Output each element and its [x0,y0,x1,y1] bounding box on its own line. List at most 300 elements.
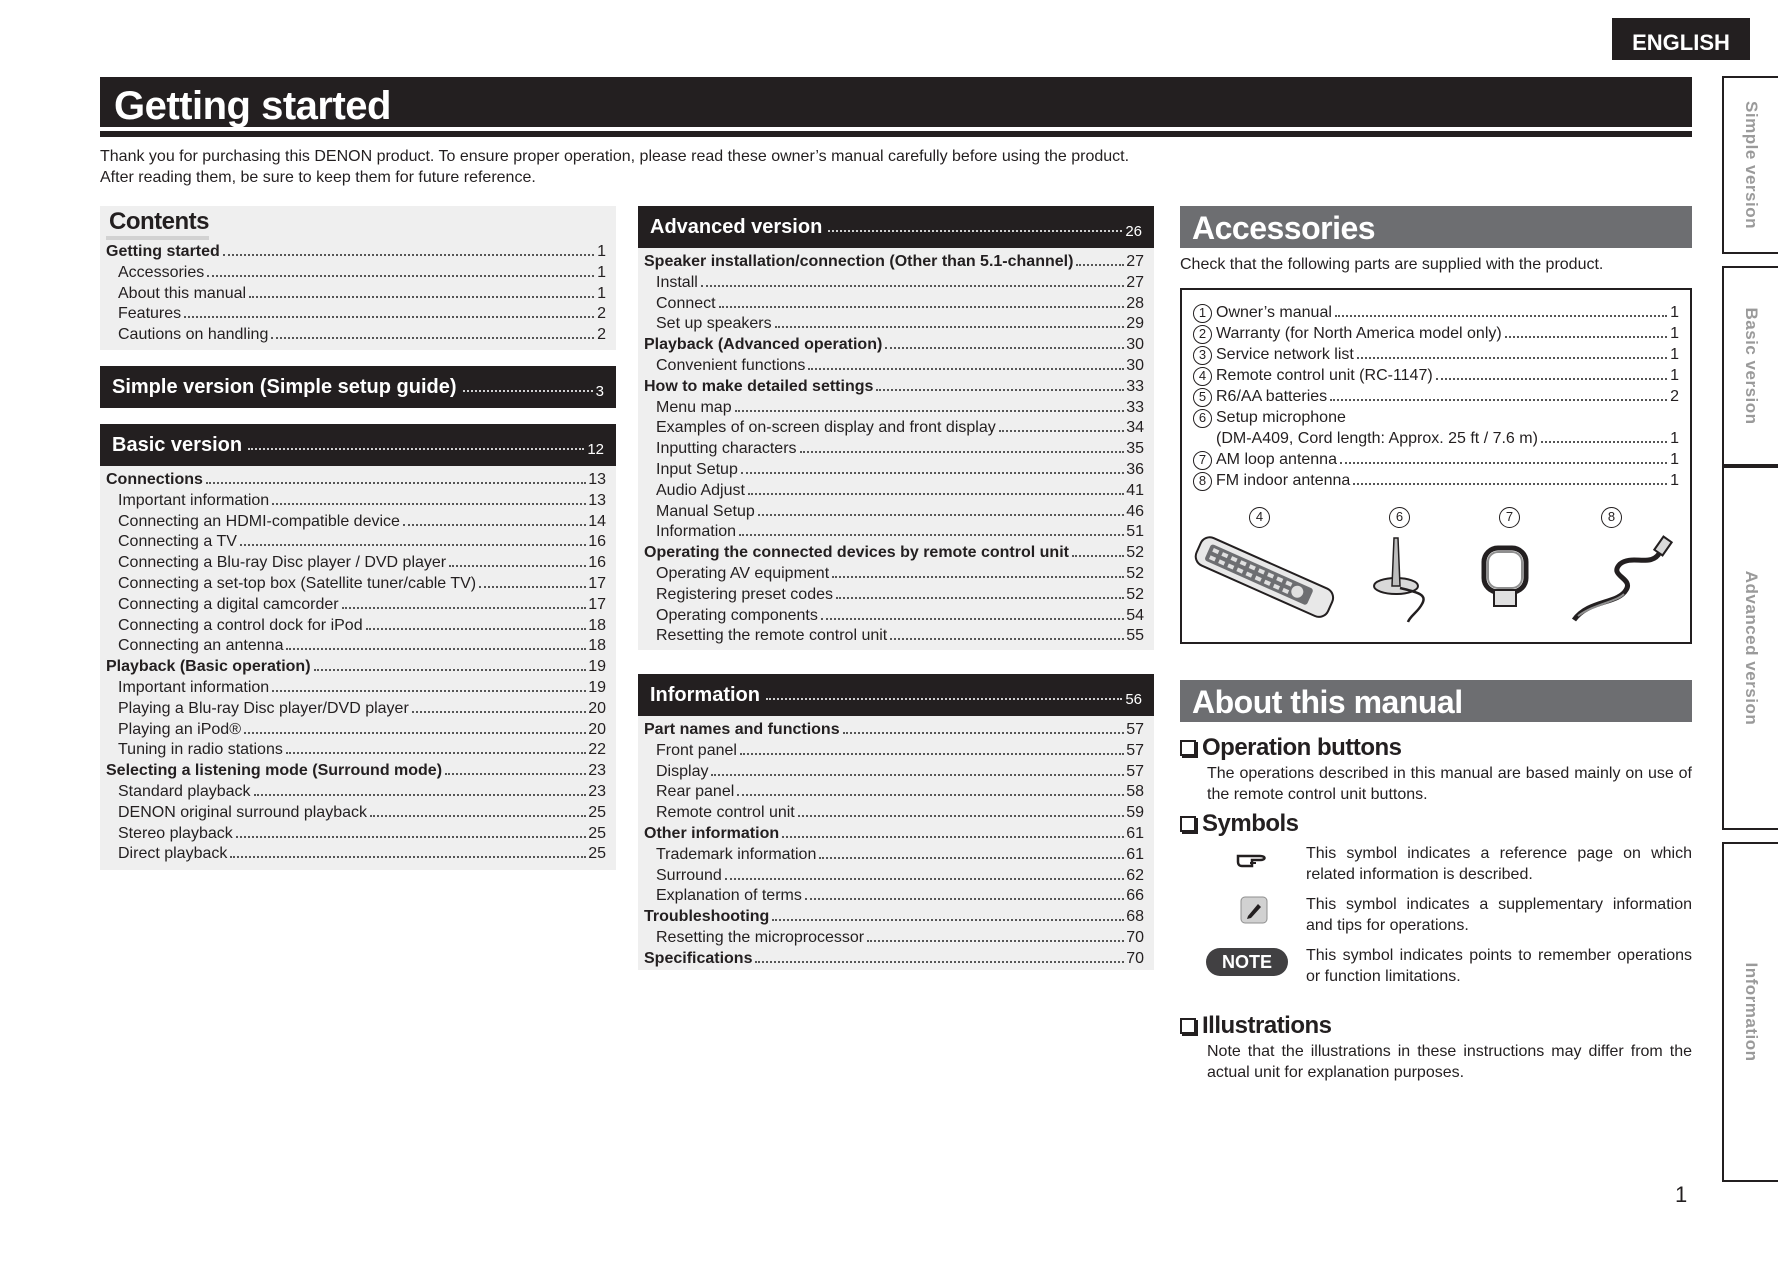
toc-entry-page: 36 [1126,460,1144,478]
side-tab-label: Information [1742,962,1761,1062]
toc-entry-page: 51 [1126,523,1144,541]
toc-entry-page: 62 [1126,866,1144,884]
illustrations-text: Note that the illustrations in these instructions may differ from the actual unit for explanation purposes. [1207,1043,1692,1081]
toc-entry-page: 52 [1126,544,1144,562]
accessory-item-continued [1193,428,1679,449]
toc-entry-page: 1 [597,284,606,302]
accessory-number: 7 [1193,451,1212,470]
illustrations-heading [1180,1012,1332,1040]
leader-dots [775,326,1125,328]
toc-entry-label: Cautions on handling [118,326,269,344]
accessory-item [1193,407,1679,428]
toc-entry-label: Operating components [656,606,818,624]
toc-entry[interactable] [644,564,1144,585]
intro-text [100,146,1692,188]
leader-dots [206,482,586,484]
accessory-label: R6/AA batteries [1216,388,1328,405]
pointing-hand-icon [1236,846,1272,870]
toc-entry[interactable] [644,585,1144,606]
leader-dots [741,472,1124,474]
accessory-quantity: 1 [1670,472,1679,489]
toc-entry-page: 25 [588,845,606,863]
advanced-version-link[interactable] [638,206,1154,248]
toc-entry-page: 19 [588,678,606,696]
toc-entry[interactable] [644,314,1144,335]
toc-entry[interactable] [644,398,1144,419]
contents-list [106,242,606,346]
contents-panel [100,206,616,350]
toc-entry[interactable] [644,543,1144,564]
toc-entry[interactable] [644,626,1144,647]
toc-entry[interactable] [644,606,1144,627]
toc-entry-page: 46 [1126,502,1144,520]
leader-dots [719,306,1125,308]
leader-dots [1436,378,1667,380]
toc-entry[interactable] [644,762,1144,783]
toc-entry-label: Resetting the microprocessor [656,928,865,946]
accessories-list [1193,302,1679,491]
toc-entry[interactable] [106,574,606,595]
toc-entry[interactable] [644,481,1144,502]
microphone-illustration [1370,532,1440,624]
toc-entry-page: 2 [597,326,606,344]
operation-buttons-heading [1180,734,1401,762]
reference-symbol-text: This symbol indicates a reference page on which related information is described. [1306,845,1692,883]
leader-dots [782,836,1124,838]
toc-entry-page: 55 [1126,627,1144,645]
accessory-item [1193,302,1679,323]
toc-entry-label: Specifications [644,949,753,967]
toc-entry[interactable] [106,325,606,346]
leader-dots [725,878,1124,880]
toc-entry[interactable] [644,356,1144,377]
toc-entry-label: Playback (Basic operation) [106,658,311,676]
heading-label: Illustrations [1202,1012,1332,1039]
toc-entry-page: 13 [588,491,606,509]
accessory-label: AM loop antenna [1216,451,1337,468]
leader-dots [184,316,594,318]
toc-entry-page: 70 [1126,928,1144,946]
leader-dots [808,368,1124,370]
accessory-label: Remote control unit (RC-1147) [1216,367,1433,384]
toc-entry-label: Important information [118,678,270,696]
toc-entry[interactable] [644,377,1144,398]
accessory-item [1193,365,1679,386]
leader-dots [1340,462,1667,464]
toc-entry-label: Other information [644,824,780,842]
toc-entry-label: Connecting a TV [118,533,237,551]
accessory-number: 6 [1193,409,1212,428]
toc-entry[interactable] [644,845,1144,866]
toc-entry[interactable] [644,502,1144,523]
toc-entry[interactable] [644,460,1144,481]
toc-entry[interactable] [106,782,606,803]
toc-entry-page: 66 [1126,887,1144,905]
leader-dots [711,774,1124,776]
toc-entry[interactable] [644,252,1144,273]
toc-entry[interactable] [644,720,1144,741]
illustration-number: 7 [1499,507,1520,528]
leader-dots [737,794,1124,796]
toc-entry[interactable] [106,657,606,678]
section-label: Basic version [112,433,243,456]
toc-entry-page: 33 [1126,377,1144,395]
toc-entry-label: Inputting characters [656,440,797,458]
accessory-item [1193,449,1679,470]
toc-entry[interactable] [106,284,606,305]
toc-entry-label: Front panel [656,741,737,759]
leader-dots [805,898,1124,900]
accessory-quantity: 1 [1670,325,1679,342]
operation-buttons-text: The operations described in this manual are based mainly on use of the remote control unit buttons. [1207,765,1692,803]
toc-entry-label: Connect [656,294,716,312]
toc-entry-page: 52 [1126,564,1144,582]
leader-dots [867,940,1124,942]
leader-dots [366,628,587,630]
toc-entry[interactable] [106,595,606,616]
leader-dots [272,503,586,505]
am-loop-antenna-illustration [1476,540,1536,614]
toc-entry-label: Set up speakers [656,315,772,333]
toc-entry[interactable] [106,844,606,865]
leader-dots [755,961,1124,963]
toc-entry-label: Part names and functions [644,721,840,738]
toc-entry-page: 20 [588,699,606,717]
toc-entry-label: Speaker installation/connection (Other than 5.1-channel) [644,253,1074,270]
advanced-version-list [638,248,1154,650]
toc-entry[interactable] [644,741,1144,762]
basic-version-link[interactable] [100,424,616,466]
leader-dots [230,856,586,858]
toc-entry-page: 22 [588,741,606,759]
toc-entry[interactable] [644,866,1144,887]
accessory-quantity: 1 [1670,304,1679,321]
page-title: Getting started [100,77,1692,127]
toc-entry-page: 61 [1126,845,1144,863]
illustration-number: 4 [1249,507,1270,528]
toc-entry-label: Explanation of terms [656,887,802,905]
side-tab-label: Advanced version [1742,570,1761,726]
toc-entry-page: 1 [597,263,606,281]
toc-entry-label: Selecting a listening mode (Surround mode) [106,762,443,780]
toc-entry-page: 57 [1126,762,1144,780]
toc-entry-page: 54 [1126,606,1144,624]
leader-dots [207,275,594,277]
simple-version-link[interactable] [100,366,616,408]
toc-entry-label: Surround [656,866,722,884]
toc-entry-page: 2 [597,305,606,323]
leader-dots [449,565,586,567]
toc-entry-page: 16 [588,533,606,551]
toc-entry[interactable] [106,470,606,491]
toc-entry-page: 58 [1126,783,1144,801]
leader-dots [798,815,1124,817]
symbols-heading [1180,810,1299,838]
toc-entry-label: Important information [118,491,270,509]
toc-entry[interactable] [644,907,1144,928]
leader-dots [223,254,594,256]
accessory-label: Setup microphone [1216,409,1346,426]
toc-entry-page: 35 [1126,440,1144,458]
leader-dots [885,347,1124,349]
toc-entry-page: 25 [588,803,606,821]
illustration-number: 8 [1601,507,1622,528]
toc-entry-label: Install [656,273,698,291]
accessory-quantity: 1 [1670,346,1679,363]
toc-entry[interactable] [106,740,606,761]
toc-entry-label: Playback (Advanced operation) [644,336,883,354]
toc-entry-page: 19 [588,658,606,676]
leader-dots [836,597,1124,599]
heading-label: Operation buttons [1202,734,1402,761]
toc-entry[interactable] [106,242,606,263]
leader-dots [999,430,1124,432]
toc-entry-label: Resetting the remote control unit [656,627,888,645]
section-page: 12 [587,440,604,458]
toc-entry-label: Standard playback [118,782,251,800]
toc-entry-page: 29 [1126,315,1144,333]
leader-dots [271,337,594,339]
toc-entry[interactable] [644,273,1144,294]
intro-line: After reading them, be sure to keep them for future reference. [100,169,536,186]
toc-entry-label: Accessories [118,263,205,281]
leader-dots [735,410,1125,412]
page-number: 1 [1675,1182,1688,1207]
toc-entry[interactable] [644,335,1144,356]
accessory-number: 4 [1193,367,1212,386]
section-page: 3 [595,382,604,400]
toc-entry-label: Connecting an antenna [118,637,284,655]
side-tab-advanced-version[interactable] [1722,466,1778,830]
toc-entry-label: Connections [106,471,203,488]
toc-entry-page: 61 [1126,824,1144,842]
toc-entry-page: 18 [588,637,606,655]
toc-entry-page: 57 [1126,741,1144,759]
toc-entry[interactable] [106,720,606,741]
toc-entry[interactable] [106,532,606,553]
toc-entry-page: 20 [588,720,606,738]
toc-entry-label: Tuning in radio stations [118,741,283,759]
leader-dots [1335,315,1667,317]
toc-entry-page: 17 [588,595,606,613]
leader-dots [272,690,586,692]
leader-dots [739,534,1124,536]
toc-entry[interactable] [106,304,606,325]
toc-entry-label: Operating AV equipment [656,564,830,582]
language-tab: ENGLISH [1612,18,1750,60]
toc-entry-label: Examples of on-screen display and front display [656,419,996,437]
toc-entry-page: 17 [588,574,606,592]
checkbox-icon [1180,1018,1196,1034]
toc-entry-label: Getting started [106,243,220,260]
toc-entry-page: 57 [1126,721,1144,738]
accessory-label: FM indoor antenna [1216,472,1351,489]
toc-entry-page: 34 [1126,419,1144,437]
toc-entry[interactable] [106,803,606,824]
leader-dots [800,451,1125,453]
accessory-quantity: 1 [1670,451,1679,468]
leader-dots [701,285,1124,287]
side-tab-label: Basic version [1742,307,1761,425]
leader-dots [890,638,1124,640]
leader-dots [412,711,586,713]
toc-entry[interactable] [644,439,1144,460]
toc-entry[interactable] [644,418,1144,439]
toc-entry-page: 13 [588,471,606,488]
leader-dots [740,753,1124,755]
leader-dots [254,794,587,796]
accessory-quantity: 2 [1670,388,1679,405]
leader-dots [244,732,586,734]
section-page: 26 [1125,222,1142,240]
toc-entry[interactable] [644,782,1144,803]
accessory-number: 2 [1193,325,1212,344]
accessory-item [1193,344,1679,365]
toc-entry-label: Playing an iPod® [118,720,241,738]
leader-dots [819,857,1124,859]
toc-entry-page: 18 [588,616,606,634]
leader-dots [772,919,1124,921]
toc-entry[interactable] [106,491,606,512]
toc-entry-label: Connecting a set-top box (Satellite tuner/cable TV) [118,574,477,592]
leader-dots [843,732,1125,734]
toc-entry-page: 30 [1126,336,1144,354]
accessory-label: Warranty (for North America model only) [1216,325,1502,342]
leader-dots [370,815,586,817]
toc-entry-label: Stereo playback [118,824,233,842]
about-manual-title: About this manual [1180,680,1692,722]
accessory-number: 8 [1193,472,1212,491]
toc-entry-page: 28 [1126,294,1144,312]
toc-entry[interactable] [644,949,1144,970]
toc-entry[interactable] [644,886,1144,907]
toc-entry[interactable] [644,824,1144,845]
toc-entry-label: Information [656,523,737,541]
accessory-item [1193,470,1679,491]
leader-dots [463,390,593,392]
leader-dots [832,576,1124,578]
section-label: Advanced version [650,215,823,238]
accessory-number: 1 [1193,304,1212,323]
leader-dots [479,586,586,588]
leader-dots [249,296,594,298]
toc-entry-label: About this manual [118,284,247,302]
leader-dots [1353,483,1667,485]
toc-entry-page: 41 [1126,481,1144,499]
side-tab-basic-version[interactable] [1722,266,1778,466]
contents-title: Contents [106,208,209,240]
toc-entry-label: Connecting a digital camcorder [118,595,339,613]
basic-version-list [100,466,616,870]
leader-dots [828,230,1122,232]
leader-dots [766,698,1122,700]
toc-entry-label: How to make detailed settings [644,377,874,395]
leader-dots [1072,555,1124,557]
accessory-number: 5 [1193,388,1212,407]
section-page: 56 [1125,690,1142,708]
toc-entry[interactable] [106,616,606,637]
leader-dots [248,448,584,450]
information-list [638,716,1154,970]
accessory-item [1193,386,1679,407]
toc-entry[interactable] [106,699,606,720]
checkbox-icon [1180,816,1196,832]
toc-entry-label: Operating the connected devices by remote control unit [644,544,1069,562]
section-label: Information [650,683,760,706]
toc-entry-label: Direct playback [118,845,228,863]
toc-entry[interactable] [106,761,606,782]
leader-dots [748,493,1124,495]
accessory-quantity: 1 [1670,367,1679,384]
toc-entry[interactable] [644,294,1144,315]
toc-entry-page: 23 [588,762,606,780]
toc-entry-label: Audio Adjust [656,481,745,499]
information-link[interactable] [638,674,1154,716]
accessory-number: 3 [1193,346,1212,365]
accessories-intro: Check that the following parts are supplied with the product. [1180,256,1604,273]
title-rule [100,131,1692,137]
leader-dots [286,648,586,650]
leader-dots [758,514,1124,516]
toc-entry-label: DENON original surround playback [118,803,367,821]
toc-entry[interactable] [106,512,606,533]
accessory-label: Service network list [1216,346,1354,363]
toc-entry-page: 52 [1126,585,1144,603]
leader-dots [821,618,1124,620]
leader-dots [1076,264,1124,266]
toc-entry-label: Display [656,762,709,780]
toc-entry-label: Input Setup [656,460,738,478]
side-tab-simple-version[interactable] [1722,76,1778,254]
toc-entry-page: 68 [1126,908,1144,926]
toc-entry-label: Connecting a Blu-ray Disc player / DVD player [118,554,447,572]
fm-antenna-illustration [1568,530,1680,626]
remote-control-illustration [1188,530,1340,626]
note-badge: NOTE [1206,948,1288,976]
leader-dots [1357,357,1667,359]
toc-entry[interactable] [106,636,606,657]
toc-entry[interactable] [106,263,606,284]
toc-entry-page: 14 [588,512,606,530]
toc-entry-label: Menu map [656,398,732,416]
section-label: Simple version (Simple setup guide) [112,375,457,398]
toc-entry[interactable] [106,678,606,699]
toc-entry[interactable] [106,553,606,574]
toc-entry-label: Registering preset codes [656,585,833,603]
toc-entry-label: Troubleshooting [644,908,770,926]
pencil-memo-icon [1240,896,1268,924]
leader-dots [445,773,586,775]
toc-entry[interactable] [644,928,1144,949]
side-tab-label: Simple version [1742,101,1761,229]
toc-entry[interactable] [644,803,1144,824]
leader-dots [403,524,586,526]
toc-entry-label: Rear panel [656,783,735,801]
leader-dots [236,836,586,838]
accessory-detail: (DM-A409, Cord length: Approx. 25 ft / 7.6 m) [1216,430,1538,447]
leader-dots [314,669,587,671]
side-tab-information[interactable] [1722,842,1778,1182]
toc-entry-label: Manual Setup [656,502,755,520]
toc-entry-label: Connecting a control dock for iPod [118,616,363,634]
toc-entry[interactable] [644,522,1144,543]
toc-entry-label: Playing a Blu-ray Disc player/DVD player [118,699,409,717]
toc-entry-label: Convenient functions [656,356,806,374]
toc-entry[interactable] [106,824,606,845]
toc-entry-page: 16 [588,554,606,572]
leader-dots [1330,399,1667,401]
toc-entry-page: 27 [1126,273,1144,291]
